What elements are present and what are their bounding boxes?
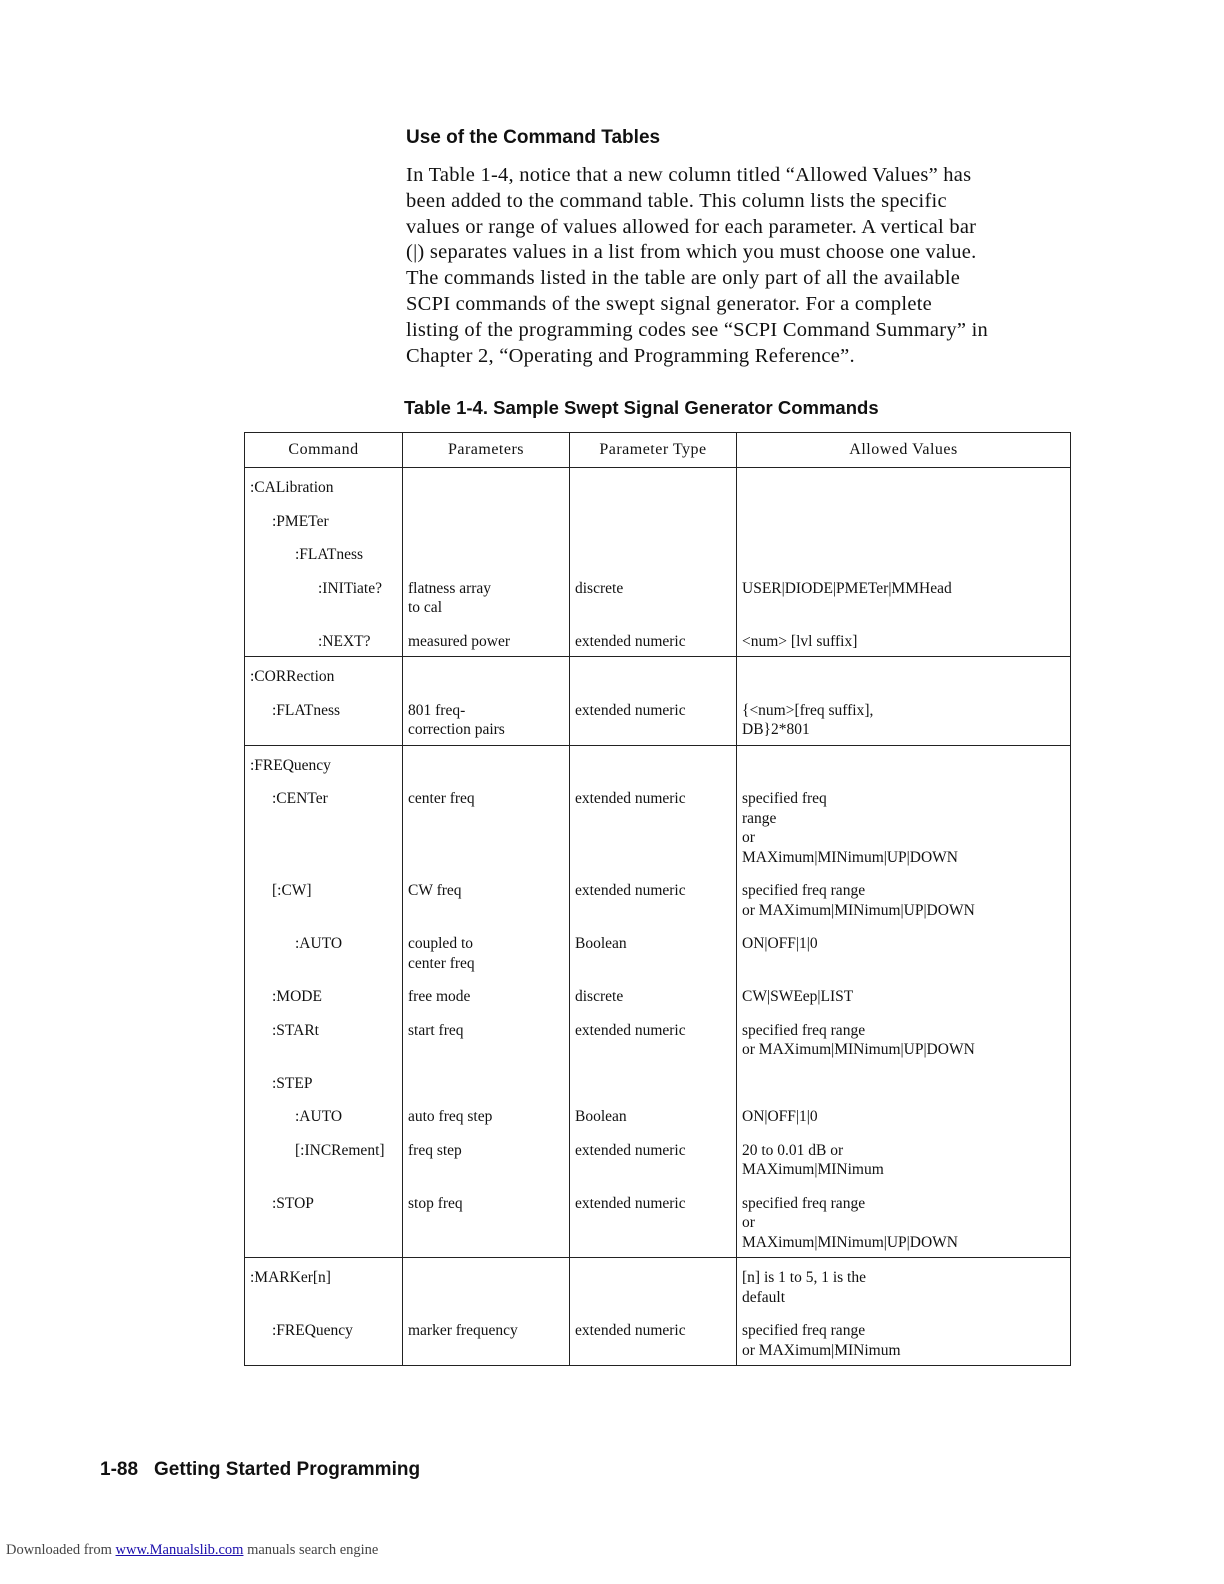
command-group xyxy=(245,657,1071,746)
download-suffix: manuals search engine xyxy=(247,1542,379,1558)
allowed-value-text: <num> [lvl suffix] xyxy=(742,632,858,650)
parameter-text: CW freq xyxy=(408,882,462,899)
allowed-values-cell xyxy=(737,468,1071,505)
intro-line: listing of the programming codes see “SCPI Command Summary” in xyxy=(406,318,989,341)
table-row xyxy=(245,1134,1071,1187)
command-name: :CALibration xyxy=(250,479,334,496)
parameter-type-cell xyxy=(570,572,737,625)
allowed-value-text: specified freq range xyxy=(742,1194,866,1212)
parameter-type-cell xyxy=(570,1187,737,1258)
parameter-type-text: extended numeric xyxy=(575,1141,686,1159)
parameter-type-text: Boolean xyxy=(575,1108,627,1125)
parameter-type-cell xyxy=(570,1134,737,1187)
command-name: [:CW] xyxy=(272,882,312,899)
allowed-values-cell xyxy=(737,1014,1071,1067)
allowed-values-cell xyxy=(737,625,1071,657)
command-group xyxy=(245,1258,1071,1366)
table-row xyxy=(245,1014,1071,1067)
command-cell xyxy=(245,745,403,782)
command-name: [:INCRement] xyxy=(295,1141,385,1159)
parameter-type-text: extended numeric xyxy=(575,1194,686,1212)
parameters-cell xyxy=(403,980,570,1014)
chapter-title: Getting Started Programming xyxy=(154,1459,421,1480)
parameters-cell xyxy=(403,694,570,746)
intro-line: SCPI commands of the swept signal generator. For a complete xyxy=(406,292,933,315)
table-caption: Table 1-4. Sample Swept Signal Generator Commands xyxy=(404,397,879,418)
allowed-value-text: MAXimum|MINimum|UP|DOWN xyxy=(742,848,958,866)
parameters-cell xyxy=(403,1314,570,1366)
allowed-values-cell xyxy=(737,1258,1071,1315)
command-name: :PMETer xyxy=(272,512,329,530)
section-heading: Use of the Command Tables xyxy=(406,127,661,148)
manualslib-link[interactable]: www.Manualslib.com xyxy=(115,1542,244,1558)
allowed-values-cell xyxy=(737,1314,1071,1366)
table-row xyxy=(245,1258,1071,1315)
allowed-values-cell xyxy=(737,980,1071,1014)
command-name: :AUTO xyxy=(295,935,343,952)
table-row xyxy=(245,625,1071,657)
table-header-row xyxy=(245,433,1071,468)
parameters-cell xyxy=(403,1014,570,1067)
allowed-value-text: or xyxy=(742,1214,755,1231)
parameter-type-cell xyxy=(570,1067,737,1101)
command-name: :FLATness xyxy=(295,546,364,563)
parameters-cell xyxy=(403,1258,570,1315)
allowed-values-cell xyxy=(737,538,1071,572)
command-cell xyxy=(245,468,403,505)
parameter-type-cell xyxy=(570,468,737,505)
parameter-type-cell xyxy=(570,927,737,980)
command-cell xyxy=(245,1314,403,1366)
allowed-value-text: or xyxy=(742,829,755,846)
parameter-type-text: extended numeric xyxy=(575,1322,686,1339)
parameter-type-cell xyxy=(570,694,737,746)
allowed-values-cell xyxy=(737,505,1071,539)
parameter-text: center freq xyxy=(408,954,475,972)
parameter-type-text: discrete xyxy=(575,988,624,1005)
command-name: :CORRection xyxy=(250,668,335,685)
command-cell xyxy=(245,657,403,694)
parameters-cell xyxy=(403,1067,570,1101)
parameters-cell xyxy=(403,1100,570,1134)
table-row xyxy=(245,694,1071,746)
parameter-type-text: Boolean xyxy=(575,935,627,952)
parameter-text: measured power xyxy=(408,632,510,650)
parameter-type-cell xyxy=(570,1100,737,1134)
parameter-text: auto freq step xyxy=(408,1108,493,1125)
command-cell xyxy=(245,1100,403,1134)
table-row xyxy=(245,927,1071,980)
allowed-value-text: default xyxy=(742,1288,786,1306)
table-row xyxy=(245,1187,1071,1258)
parameter-text: start freq xyxy=(408,1021,464,1039)
parameter-text: 801 freq- xyxy=(408,701,466,719)
parameter-type-cell xyxy=(570,782,737,874)
command-name: :MARKer[n] xyxy=(250,1269,331,1286)
allowed-values-cell xyxy=(737,927,1071,980)
allowed-value-text: MAXimum|MINimum xyxy=(742,1161,884,1178)
allowed-value-text: MAXimum|MINimum|UP|DOWN xyxy=(742,1233,958,1251)
parameter-type-cell xyxy=(570,745,737,782)
allowed-value-text: ON|OFF|1|0 xyxy=(742,1108,818,1125)
header-parameters: Parameters xyxy=(403,433,570,468)
header-command: Command xyxy=(245,433,403,468)
command-cell xyxy=(245,1014,403,1067)
table-row xyxy=(245,505,1071,539)
allowed-value-text: [n] is 1 to 5, 1 is the xyxy=(742,1269,866,1286)
table-row xyxy=(245,980,1071,1014)
command-cell xyxy=(245,505,403,539)
intro-line: been added to the command table. This column lists the specific xyxy=(406,189,947,212)
allowed-value-text: specified freq xyxy=(742,790,827,807)
command-name: :FREQuency xyxy=(250,756,331,774)
allowed-value-text: specified freq range xyxy=(742,1322,866,1339)
parameters-cell xyxy=(403,468,570,505)
table-row xyxy=(245,782,1071,874)
allowed-value-text: DB}2*801 xyxy=(742,721,810,738)
parameter-text: center freq xyxy=(408,790,475,807)
parameter-text: coupled to xyxy=(408,935,473,952)
parameter-text: correction pairs xyxy=(408,721,505,738)
table-row xyxy=(245,1100,1071,1134)
allowed-value-text: {<num>[freq suffix], xyxy=(742,701,874,719)
parameters-cell xyxy=(403,625,570,657)
allowed-values-cell xyxy=(737,1100,1071,1134)
download-prefix: Downloaded from xyxy=(6,1542,112,1558)
table-row xyxy=(245,657,1071,694)
command-name: :INITiate? xyxy=(318,579,382,597)
parameter-type-text: extended numeric xyxy=(575,1021,686,1039)
parameter-text: free mode xyxy=(408,988,471,1005)
allowed-value-text: or MAXimum|MINimum|UP|DOWN xyxy=(742,901,975,919)
parameter-type-cell xyxy=(570,874,737,927)
allowed-values-cell xyxy=(737,782,1071,874)
command-group xyxy=(245,468,1071,657)
parameters-cell xyxy=(403,538,570,572)
parameter-type-cell xyxy=(570,1314,737,1366)
command-cell xyxy=(245,1187,403,1258)
command-cell xyxy=(245,538,403,572)
header-allowed-values: Allowed Values xyxy=(737,433,1071,468)
allowed-values-cell xyxy=(737,745,1071,782)
command-table xyxy=(244,432,1071,1366)
command-group xyxy=(245,745,1071,1258)
table-row xyxy=(245,1067,1071,1101)
parameters-cell xyxy=(403,572,570,625)
command-cell xyxy=(245,782,403,874)
parameters-cell xyxy=(403,927,570,980)
allowed-value-text: CW|SWEep|LIST xyxy=(742,988,854,1005)
parameter-type-cell xyxy=(570,1014,737,1067)
command-name: :STEP xyxy=(272,1074,313,1092)
parameter-type-cell xyxy=(570,1258,737,1315)
intro-line: values or range of values allowed for each parameter. A vertical bar xyxy=(406,215,977,238)
allowed-value-text: or MAXimum|MINimum xyxy=(742,1341,901,1359)
allowed-value-text: range xyxy=(742,809,777,827)
allowed-values-cell xyxy=(737,874,1071,927)
parameter-type-cell xyxy=(570,538,737,572)
command-name: :FLATness xyxy=(272,701,341,719)
command-cell xyxy=(245,1258,403,1315)
allowed-value-text: or MAXimum|MINimum|UP|DOWN xyxy=(742,1041,975,1058)
allowed-values-cell xyxy=(737,1187,1071,1258)
parameter-type-text: extended numeric xyxy=(575,790,686,807)
intro-line: (|) separates values in a list from which you must choose one value. xyxy=(406,241,977,264)
download-note xyxy=(6,1542,378,1559)
table-row xyxy=(245,538,1071,572)
parameter-text: stop freq xyxy=(408,1194,463,1212)
parameter-type-cell xyxy=(570,657,737,694)
command-cell xyxy=(245,694,403,746)
table-row xyxy=(245,468,1071,505)
parameters-cell xyxy=(403,782,570,874)
parameters-cell xyxy=(403,745,570,782)
parameters-cell xyxy=(403,505,570,539)
allowed-values-cell xyxy=(737,657,1071,694)
parameter-type-cell xyxy=(570,980,737,1014)
command-name: :NEXT? xyxy=(318,632,371,650)
command-name: :STARt xyxy=(272,1021,319,1039)
parameter-text: to cal xyxy=(408,599,442,616)
command-cell xyxy=(245,927,403,980)
command-name: :AUTO xyxy=(295,1108,343,1125)
allowed-value-text: ON|OFF|1|0 xyxy=(742,935,818,952)
intro-line: In Table 1-4, notice that a new column titled “Allowed Values” has xyxy=(406,164,972,186)
parameter-type-text: discrete xyxy=(575,579,624,597)
command-name: :STOP xyxy=(272,1194,314,1212)
command-cell xyxy=(245,980,403,1014)
allowed-values-cell xyxy=(737,1067,1071,1101)
command-cell xyxy=(245,874,403,927)
parameter-type-text: extended numeric xyxy=(575,882,686,899)
table-row xyxy=(245,745,1071,782)
header-parameter-type: Parameter Type xyxy=(570,433,737,468)
intro-line: Chapter 2, “Operating and Programming Reference”. xyxy=(406,344,855,367)
command-name: :FREQuency xyxy=(272,1322,353,1339)
parameter-type-cell xyxy=(570,625,737,657)
parameters-cell xyxy=(403,874,570,927)
command-cell xyxy=(245,572,403,625)
table-row xyxy=(245,572,1071,625)
parameter-type-text: extended numeric xyxy=(575,701,686,719)
command-name: :MODE xyxy=(272,988,322,1005)
table-row xyxy=(245,874,1071,927)
parameter-type-cell xyxy=(570,505,737,539)
parameters-cell xyxy=(403,1134,570,1187)
command-name: :CENTer xyxy=(272,790,328,807)
allowed-values-cell xyxy=(737,1134,1071,1187)
allowed-values-cell xyxy=(737,694,1071,746)
table-row xyxy=(245,1314,1071,1366)
allowed-values-cell xyxy=(737,572,1071,625)
allowed-value-text: USER|DIODE|PMETer|MMHead xyxy=(742,579,952,597)
command-cell xyxy=(245,625,403,657)
page-number: 1-88 xyxy=(100,1459,139,1480)
parameter-text: marker frequency xyxy=(408,1322,518,1339)
intro-line: The commands listed in the table are only part of all the available xyxy=(406,267,961,290)
allowed-value-text: specified freq range xyxy=(742,1021,866,1039)
command-cell xyxy=(245,1067,403,1101)
intro-paragraph xyxy=(406,163,1066,369)
page-footer xyxy=(100,1459,420,1481)
parameter-text: freq step xyxy=(408,1141,462,1159)
parameter-type-text: extended numeric xyxy=(575,632,686,650)
command-cell xyxy=(245,1134,403,1187)
allowed-value-text: 20 to 0.01 dB or xyxy=(742,1141,844,1159)
parameters-cell xyxy=(403,657,570,694)
allowed-value-text: specified freq range xyxy=(742,882,866,899)
parameters-cell xyxy=(403,1187,570,1258)
parameter-text: flatness array xyxy=(408,579,492,597)
